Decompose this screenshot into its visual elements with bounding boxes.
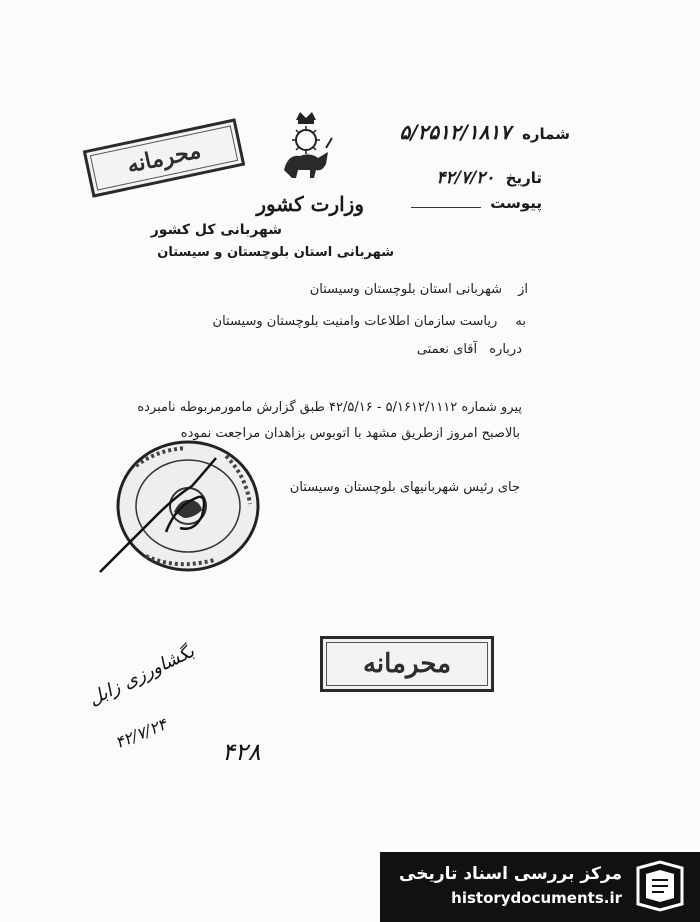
subject-label: درباره xyxy=(489,342,522,357)
footer-title: مرکز بررسی اسناد تاریخی xyxy=(399,864,622,884)
to-value: ریاست سازمان اطلاعات وامنیت بلوچستان وسیستان xyxy=(212,314,498,329)
letterhead-line3: شهربانی استان بلوچستان و سیستان xyxy=(157,245,394,260)
letterhead-line2: شهربانی کل کشور xyxy=(150,222,282,238)
footer-url: historydocuments.ir xyxy=(451,889,622,907)
number-label: شماره xyxy=(522,125,570,143)
number-row xyxy=(400,120,570,144)
attachment-underline xyxy=(411,207,481,208)
to-row xyxy=(213,314,526,329)
to-label: به xyxy=(515,314,526,329)
from-row xyxy=(310,282,528,297)
handwritten-note-date: ۴۲/۷/۲۴ xyxy=(112,714,170,753)
body-line-1: پیرو شماره ۵/۱۶۱۲/۱۱۱۲ - ۴۲/۵/۱۶ طبق گزارش مامورمربوطه نامبرده xyxy=(137,400,522,415)
attachment-row xyxy=(411,194,542,212)
classification-stamp-top xyxy=(83,118,246,197)
official-seal xyxy=(96,436,266,576)
handwritten-note: بگشاورزی زابل xyxy=(85,640,198,710)
date-row xyxy=(436,168,542,188)
archive-logo-icon xyxy=(632,860,688,912)
ministry-title: وزارت کشور xyxy=(256,192,364,216)
subject-value: آقای نعمتی xyxy=(416,342,478,357)
date-label: تاریخ xyxy=(505,169,542,187)
handwritten-number: ۴۲۸ xyxy=(222,738,261,766)
from-label: از xyxy=(518,282,528,297)
classification-stamp-bottom-text: محرمانه xyxy=(362,649,452,679)
from-value: شهربانی استان بلوچستان وسیستان xyxy=(309,282,502,297)
classification-stamp-top-text: محرمانه xyxy=(124,137,204,179)
attachment-label: پیوست xyxy=(490,194,542,212)
date-value: ۴۲/۷/۲۰ xyxy=(436,168,495,188)
body-line-2: بالاصبح امروز ازطریق مشهد با اتوبوس بزاهدان مراجعت نموده xyxy=(180,426,520,441)
classification-stamp-bottom xyxy=(320,636,494,692)
number-value: ۵/۲۵۱۲/۱۸۱۷ xyxy=(399,120,511,144)
subject-row xyxy=(417,342,522,357)
signature-line: جای رئیس شهربانیهای بلوچستان وسیستان xyxy=(289,480,520,495)
lion-sun-emblem xyxy=(276,108,336,180)
